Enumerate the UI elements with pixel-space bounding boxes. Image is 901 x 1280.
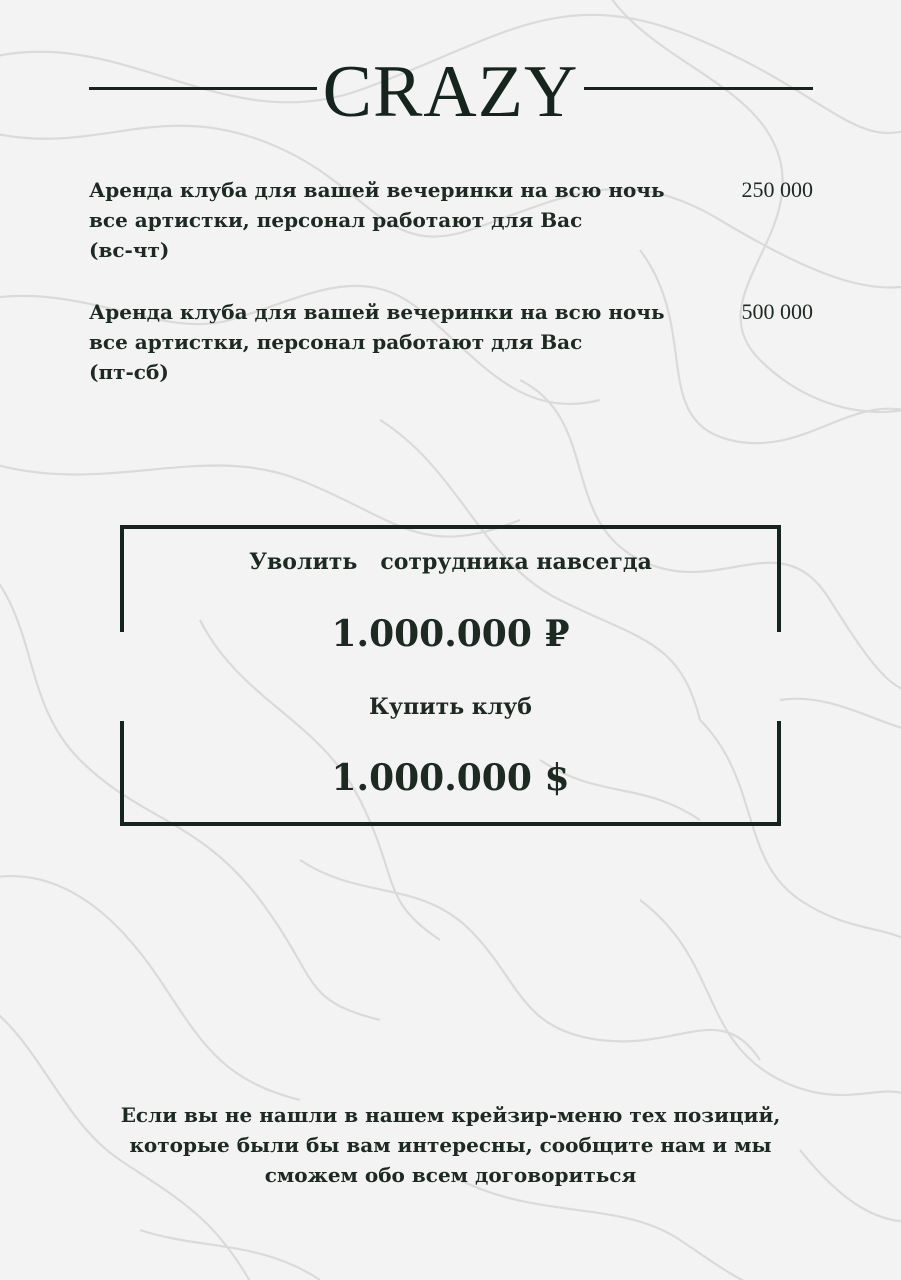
menu-item-line: Аренда клуба для вашей вечеринки на всю ночь — [89, 178, 665, 202]
menu-item-price: 250 000 — [741, 177, 813, 202]
footer-note-line: Если вы не нашли в нашем крейзир-меню тех позиций, — [120, 1103, 781, 1127]
menu-item-line: все артистки, персонал работают для Вас — [89, 330, 583, 354]
menu-item — [89, 175, 813, 265]
menu-item-line: Аренда клуба для вашей вечеринки на всю ночь — [89, 300, 665, 324]
page-title: CRAZY — [322, 51, 579, 133]
menu-item-line: (вс-чт) — [89, 238, 170, 262]
menu-item — [89, 297, 813, 387]
frame-bottom-border — [120, 822, 781, 826]
header-rule-left — [89, 87, 317, 90]
header-rule-right — [584, 87, 813, 90]
buy-club-price: 1.000.000 $ — [331, 757, 570, 799]
buy-club-label: Купить клуб — [369, 694, 532, 720]
menu-item-line: все артистки, персонал работают для Вас — [89, 208, 583, 232]
fire-employee-price: 1.000.000 ₽ — [331, 613, 570, 655]
menu-item-description — [89, 175, 699, 265]
fire-employee-label: Уволить сотрудника навсегда — [249, 549, 652, 575]
frame-top-border — [120, 525, 781, 529]
menu-item-price: 500 000 — [741, 299, 813, 324]
menu-item-line: (пт-сб) — [89, 360, 169, 384]
footer-note — [80, 1100, 821, 1190]
footer-note-line: которые были бы вам интересны, сообщите нам и мы — [129, 1133, 772, 1157]
footer-note-line: сможем обо всем договориться — [264, 1163, 637, 1187]
menu-item-description — [89, 297, 699, 387]
